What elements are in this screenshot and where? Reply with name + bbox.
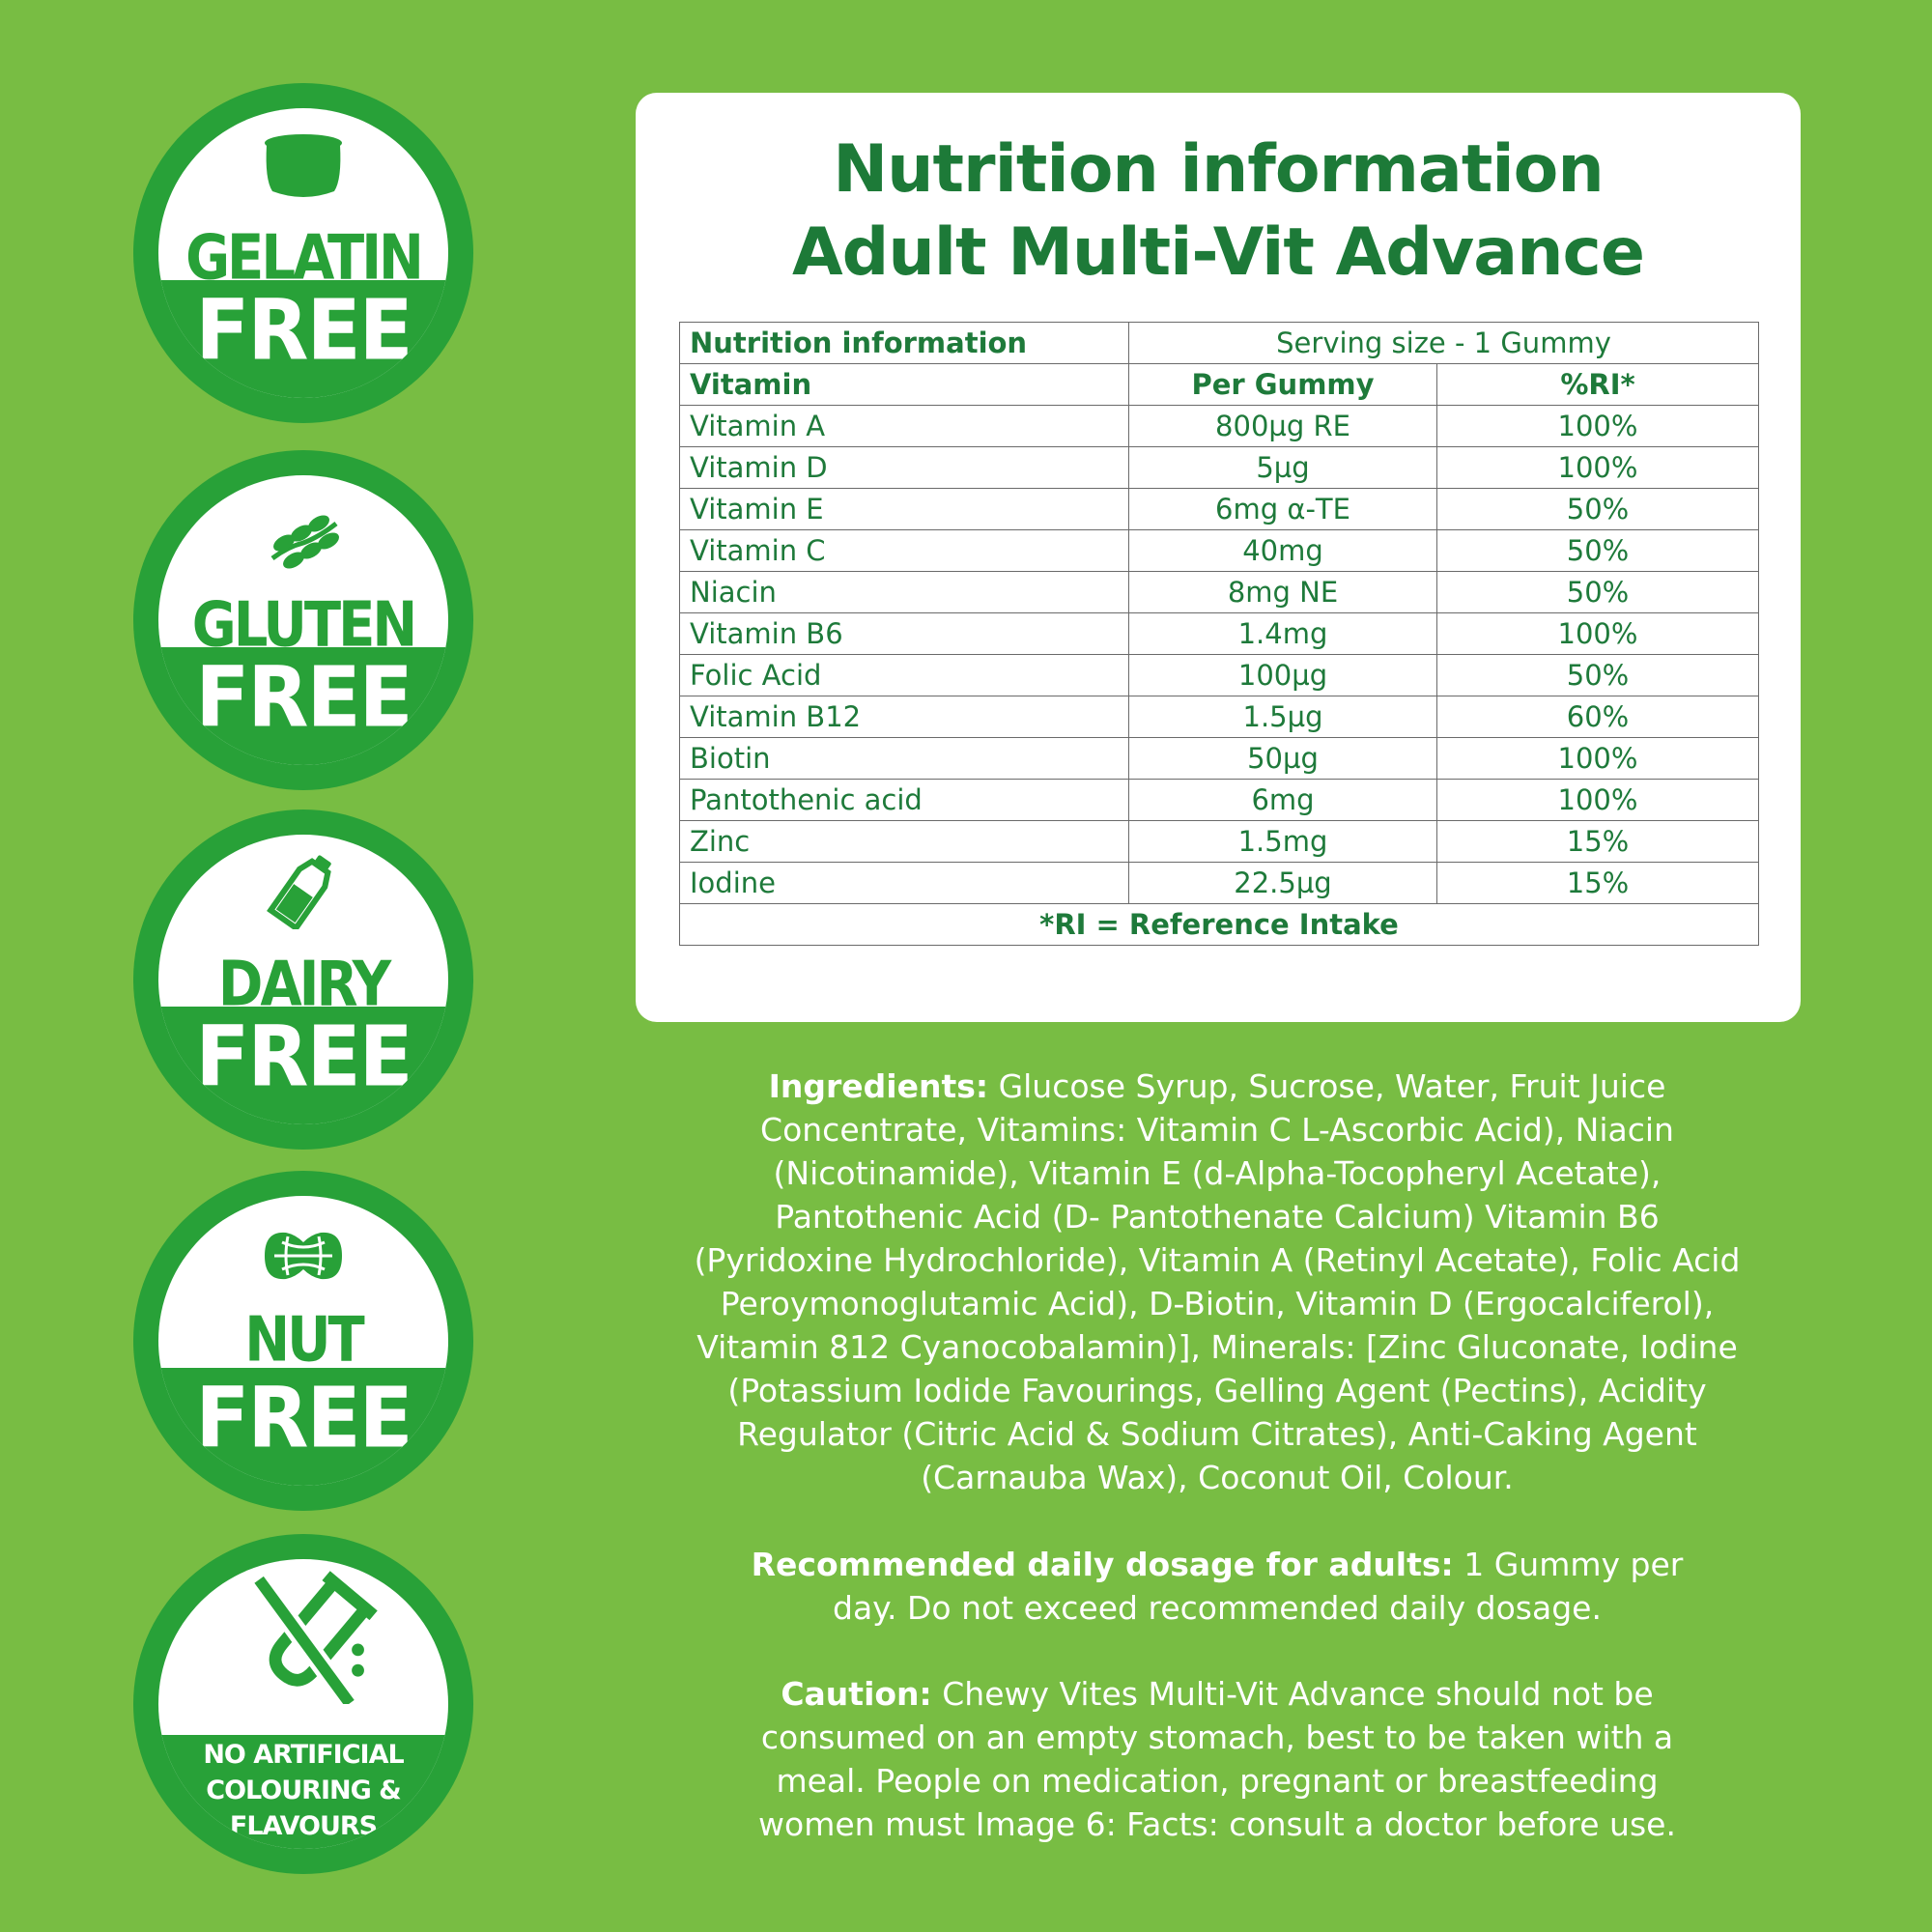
per-gummy-cell: 5µg [1129,447,1437,489]
table-row [680,696,1759,738]
ri-percent-cell: 15% [1437,863,1759,904]
vitamin-name-cell: Niacin [680,572,1129,613]
card-title-line2: Adult Multi-Vit Advance [792,214,1644,291]
table-row [680,447,1759,489]
vitamin-name-cell: Pantothenic acid [680,780,1129,821]
badge-top-text: GELATIN [185,222,421,295]
per-gummy-cell: 800µg RE [1129,406,1437,447]
vitamin-name-cell: Vitamin B6 [680,613,1129,655]
ri-percent-cell: 50% [1437,530,1759,572]
column-header: %RI* [1437,364,1759,406]
gelatin-gummy-icon [255,129,352,211]
badge-gelatin-free [133,83,473,423]
ingredients-line: Peroymonoglutamic Acid), D-Biotin, Vitamin D (Ergocalciferol), [720,1285,1715,1322]
ingredients-line: Vitamin 812 Cyanocobalamin)], Minerals: [Zinc Gluconate, Iodine [696,1328,1738,1366]
dosage-paragraph [618,1543,1816,1630]
badge-line: COLOURING & [206,1776,401,1805]
caution-line: consumed on an empty stomach, best to be taken with a [760,1719,1674,1756]
table-columns-row [680,364,1759,406]
badge-line: NO ARTIFICIAL [203,1740,404,1770]
wheat-icon [255,504,352,585]
vitamin-name-cell: Biotin [680,738,1129,780]
serving-size: Serving size - 1 Gummy [1129,323,1759,364]
table-row [680,406,1759,447]
per-gummy-cell: 8mg NE [1129,572,1437,613]
ri-percent-cell: 50% [1437,489,1759,530]
vitamin-name-cell: Vitamin E [680,489,1129,530]
badge-dairy-free [133,810,473,1150]
ingredients-paragraph [618,1065,1816,1499]
ingredients-line: (Pyridoxine Hydrochloride), Vitamin A (Retinyl Acetate), Folic Acid [694,1241,1741,1279]
table-row [680,613,1759,655]
ingredients-line: (Nicotinamide), Vitamin E (d-Alpha-Tocopheryl Acetate), [773,1154,1662,1192]
peanut-icon [255,1217,352,1298]
caution-line: meal. People on medication, pregnant or breastfeeding [776,1762,1659,1800]
badge-bottom-text: FREE [195,282,412,380]
badge-bottom-text: FREE [195,1009,412,1106]
vitamin-name-cell: Vitamin C [680,530,1129,572]
badge-top-text: NUT [244,1304,362,1377]
table-row [680,489,1759,530]
per-gummy-cell: 1.5mg [1129,821,1437,863]
table-footnote-row [680,904,1759,946]
badge-nut-free [133,1171,473,1511]
table-row [680,780,1759,821]
column-header: Vitamin [680,364,1129,406]
ri-percent-cell: 50% [1437,572,1759,613]
table-row [680,863,1759,904]
ingredients-line: (Carnauba Wax), Coconut Oil, Colour. [921,1459,1514,1496]
table-row [680,655,1759,696]
dosage-line: 1 Gummy per [1453,1546,1684,1583]
ingredients-line: Regulator (Citric Acid & Sodium Citrates), Anti-Caking Agent [737,1415,1697,1453]
per-gummy-cell: 6mg α-TE [1129,489,1437,530]
badge-no-artificial [133,1534,473,1874]
vitamin-name-cell: Vitamin B12 [680,696,1129,738]
ingredients-line: Concentrate, Vitamins: Vitamin C L-Ascorbic Acid), Niacin [760,1111,1674,1149]
badge-top-text: DAIRY [217,949,389,1021]
nutrition-table [679,322,1759,946]
table-header-row [680,323,1759,364]
ri-percent-cell: 100% [1437,406,1759,447]
vitamin-name-cell: Iodine [680,863,1129,904]
caution-label: Caution: [781,1675,932,1713]
vitamin-name-cell: Zinc [680,821,1129,863]
per-gummy-cell: 22.5µg [1129,863,1437,904]
vitamin-name-cell: Folic Acid [680,655,1129,696]
milk-bottle-icon [255,848,352,929]
badge-top-text: GLUTEN [191,589,415,662]
vitamin-name-cell: Vitamin D [680,447,1129,489]
ri-percent-cell: 100% [1437,780,1759,821]
ri-percent-cell: 60% [1437,696,1759,738]
table-footnote: *RI = Reference Intake [680,904,1759,946]
ri-percent-cell: 100% [1437,447,1759,489]
dosage-line: day. Do not exceed recommended daily dosage. [833,1589,1602,1627]
crossed-test-tube-icon [226,1569,381,1704]
caution-line: Chewy Vites Multi-Vit Advance should not be [931,1675,1654,1713]
ingredients-line: (Potassium Iodide Favourings, Gelling Agent (Pectins), Acidity [727,1372,1707,1409]
ingredients-label: Ingredients: [768,1067,989,1105]
card-title-line1: Nutrition information [833,131,1604,208]
badge-line: FLAVOURS [229,1811,378,1841]
caution-line: women must Image 6: Facts: consult a doctor before use. [758,1805,1676,1843]
table-row [680,530,1759,572]
dosage-label: Recommended daily dosage for adults: [751,1546,1454,1583]
ingredients-line: Pantothenic Acid (D- Pantothenate Calcium) Vitamin B6 [775,1198,1660,1236]
per-gummy-cell: 1.5µg [1129,696,1437,738]
per-gummy-cell: 40mg [1129,530,1437,572]
table-row [680,821,1759,863]
per-gummy-cell: 50µg [1129,738,1437,780]
table-row [680,738,1759,780]
ri-percent-cell: 100% [1437,738,1759,780]
badge-gluten-free [133,450,473,790]
ingredients-line: Glucose Syrup, Sucrose, Water, Fruit Juice [988,1067,1666,1105]
ri-percent-cell: 15% [1437,821,1759,863]
per-gummy-cell: 6mg [1129,780,1437,821]
badge-small-text [158,1737,448,1844]
badge-bottom-text: FREE [195,649,412,747]
badge-bottom-text: FREE [195,1370,412,1467]
per-gummy-cell: 1.4mg [1129,613,1437,655]
caution-paragraph [618,1672,1816,1846]
vitamin-name-cell: Vitamin A [680,406,1129,447]
table-header-label: Nutrition information [680,323,1129,364]
ri-percent-cell: 100% [1437,613,1759,655]
ri-percent-cell: 50% [1437,655,1759,696]
per-gummy-cell: 100µg [1129,655,1437,696]
table-row [680,572,1759,613]
column-header: Per Gummy [1129,364,1437,406]
